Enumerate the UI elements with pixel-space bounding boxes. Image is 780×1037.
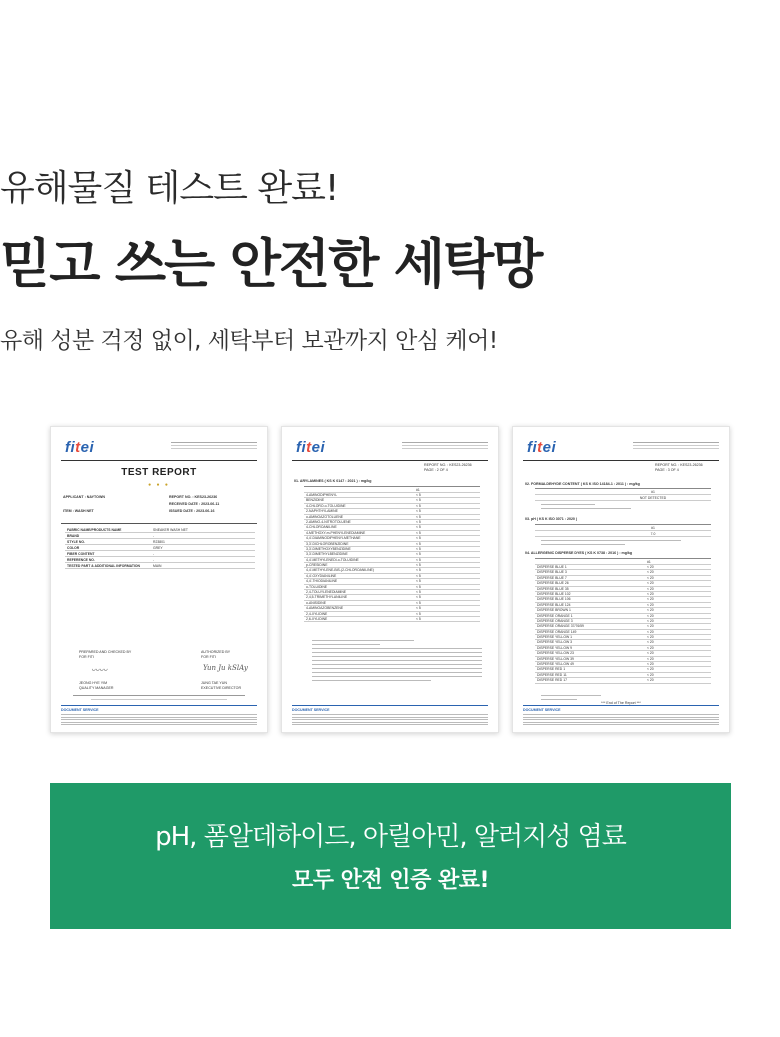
footer-notes [523, 714, 719, 726]
title-dots: ● ● ● [148, 482, 170, 488]
footer-notes [61, 714, 257, 726]
row-label: DISPERSE BLUE 106 [537, 597, 571, 602]
row-label: 3,3'-DICHLOROBENZIDINE [306, 541, 349, 546]
table-header: #1 [535, 559, 711, 565]
row-label: DISPERSE RED 17 [537, 678, 567, 683]
row-value: < 20 [647, 602, 654, 607]
row-value: < 20 [647, 586, 654, 591]
row-value: < 5 [416, 568, 421, 573]
row-value: < 20 [647, 656, 654, 661]
row-label: DISPERSE BLUE 7 [537, 575, 567, 580]
row-label: DISPERSE ORANGE 3 [537, 618, 573, 623]
row-label: 4,4'-OXYDIANILINE [306, 573, 337, 578]
row-label: DISPERSE ORANGE 37/76/59 [537, 624, 584, 629]
row-value: < 20 [647, 591, 654, 596]
row-value: < 20 [647, 608, 654, 613]
section-disperse-dyes: 04. ALLERGENIC DISPERSE DYES ( KS K 0738 : 2016 ) : mg/kg [525, 551, 633, 555]
row-label: REFERENCE NO. [67, 558, 95, 562]
row-label: DISPERSE YELLOW 49 [537, 662, 574, 667]
row-value: < 20 [647, 645, 654, 650]
row-value: < 20 [647, 629, 654, 634]
row-value: R23801 [153, 540, 165, 544]
row-value: < 5 [416, 590, 421, 595]
signature-left: 〰〰 [91, 666, 107, 675]
header-address [171, 441, 257, 449]
row-value: < 5 [416, 573, 421, 578]
item-field: ITEM : WASH NET [63, 509, 94, 513]
row-value: < 5 [416, 595, 421, 600]
row-label: 2-NAPHTHYLAMINE [306, 509, 338, 514]
table-row [304, 617, 480, 622]
row-label: DISPERSE YELLOW 3 [537, 640, 572, 645]
row-label: DISPERSE BLUE 124 [537, 602, 571, 607]
row-value: < 20 [647, 672, 654, 677]
hero-description: 유해 성분 걱정 없이, 세탁부터 보관까지 안심 케어! [0, 328, 498, 354]
row-label: 2,4-XYLIDINE [306, 611, 328, 616]
test-report-page-3 [512, 426, 730, 733]
row-label: DISPERSE BLUE 1 [537, 565, 567, 569]
row-value: - [153, 558, 155, 562]
row-label: STYLE NO. [67, 540, 85, 544]
page-no: PAGE : 3 OF 4 [655, 468, 679, 472]
row-value: < 5 [416, 606, 421, 611]
row-value: < 20 [647, 597, 654, 602]
table-row [535, 678, 711, 683]
received-date-field: RECEIVED DATE : 2023-06-11 [169, 502, 220, 506]
row-value: < 5 [416, 525, 421, 530]
header-address [633, 441, 719, 449]
fiti-logo: fitei [527, 439, 557, 456]
report-no: REPORT NO. : KES23-26236 [424, 463, 472, 467]
row-label: 4,4'-METHYLENE-BIS-(2-CHLOROANILINE) [306, 568, 374, 573]
fiti-logo: fitei [65, 439, 95, 456]
row-value: < 20 [647, 651, 654, 656]
row-label: o-ANISIDINE [306, 600, 326, 605]
row-label: o-AMINOAZOTOLUENE [306, 514, 344, 519]
row-label: TESTED PART & ADDITIONAL INFORMATION [67, 564, 140, 568]
row-label: DISPERSE YELLOW 9 [537, 645, 572, 650]
row-label: BRAND [67, 534, 80, 538]
row-value: < 20 [647, 640, 654, 645]
banner-tested-items: pH, 폼알데하이드, 아릴아민, 알러지성 염료 [155, 822, 626, 852]
row-label: DISPERSE BLUE 35 [537, 586, 569, 591]
row-value: < 20 [647, 662, 654, 667]
row-value: < 5 [416, 541, 421, 546]
row-label: 3,3'-DIMETHYLBENZIDINE [306, 552, 348, 557]
header-address [402, 441, 488, 449]
row-value: < 5 [416, 611, 421, 616]
row-value: - [153, 552, 155, 556]
disperse-dyes-table [535, 558, 711, 684]
prepared-name: JEONG HYE YIM QUALITY MANAGER [79, 681, 114, 690]
row-label: 2,4-TOLUYLENEDIAMINE [306, 590, 347, 595]
ph-table: #1 7.0 [535, 524, 711, 537]
row-value: < 20 [647, 624, 654, 629]
row-label: DISPERSE YELLOW 39 [537, 656, 574, 661]
table-row [65, 563, 255, 569]
row-label: 4-CHLORO-o-TOLUIDINE [306, 503, 346, 508]
report-no-field: REPORT NO. : KES23-26236 [169, 495, 218, 499]
row-value: < 5 [416, 552, 421, 557]
banner-certified: 모두 안전 인증 완료! [291, 868, 490, 893]
row-value: < 5 [416, 579, 421, 584]
row-label: o-TOLUIDINE [306, 584, 328, 589]
hero-subtitle: 유해물질 테스트 완료! [0, 168, 339, 209]
row-label: FABRIC NAME/PRODUCTS NAME [67, 528, 122, 532]
test-report-page-1 [50, 426, 268, 733]
fiti-logo: fitei [296, 439, 326, 456]
test-report-page-2 [281, 426, 499, 733]
row-value: < 20 [647, 570, 654, 575]
notes [312, 640, 482, 684]
row-value: < 5 [416, 584, 421, 589]
row-label: 2-AMINO-4-NITROTOLUENE [306, 519, 351, 524]
row-label: DISPERSE ORANGE 1 [537, 613, 573, 618]
document-service-label: DOCUMENT SERVICE [292, 708, 330, 712]
row-value: < 20 [647, 581, 654, 586]
row-value: < 5 [416, 514, 421, 519]
section-arylamines: 01. ARYLAMINES ( KS K 0147 : 2021 ) : mg/kg [294, 479, 372, 483]
row-label: 4-CHLOROANILINE [306, 525, 337, 530]
row-value: < 5 [416, 503, 421, 508]
row-value: < 20 [647, 575, 654, 580]
sample-info-table [65, 527, 255, 569]
row-value: < 5 [416, 563, 421, 568]
row-label: 4-AMINOAZOBENZENE [306, 606, 344, 611]
row-label: 2,6-XYLIDINE [306, 616, 328, 621]
row-label: p-CRESIDINE [306, 563, 328, 568]
row-label: DISPERSE BLUE 26 [537, 581, 569, 586]
section-formaldehyde: 02. FORMALDEHYDE CONTENT ( KS K ISO 14184-1 : 2011 ) : mg/kg [525, 482, 640, 486]
row-value: < 20 [647, 678, 654, 683]
row-value: < 20 [647, 635, 654, 640]
issued-date-field: ISSUED DATE : 2023-06-16 [169, 509, 215, 513]
formaldehyde-notes [541, 504, 631, 509]
row-value: < 5 [416, 509, 421, 514]
footer-notes [292, 714, 488, 726]
signature-right: Yun Ju kSlAy [203, 664, 248, 672]
row-value: < 5 [416, 519, 421, 524]
row-label: 4-AMINODIPHENYL [306, 493, 338, 497]
row-value: < 20 [647, 613, 654, 618]
report-no: REPORT NO. : KES23-26236 [655, 463, 703, 467]
hero-title: 믿고 쓰는 안전한 세탁망 [0, 234, 542, 295]
row-label: DISPERSE RED 1 [537, 667, 566, 672]
row-value: < 5 [416, 536, 421, 541]
section-ph: 03. pH ( KS K ISO 3071 : 2020 ) [525, 517, 578, 521]
arylamines-table [304, 486, 480, 622]
row-value: < 5 [416, 493, 421, 497]
row-label: DISPERSE RED 11 [537, 672, 567, 677]
row-label: DISPERSE BLUE 3 [537, 570, 567, 575]
row-label: DISPERSE BLUE 102 [537, 591, 571, 596]
row-label: 2,4,5-TRIMETHYLANILINE [306, 595, 348, 600]
formaldehyde-table: #1 NOT DETECTED [535, 488, 711, 501]
row-label: BENZIDINE [306, 498, 325, 503]
page-no: PAGE : 2 OF 4 [424, 468, 448, 472]
certification-banner [50, 783, 731, 929]
row-label: COLOR [67, 546, 80, 550]
row-value: - [153, 534, 155, 538]
applicant-field: APPLICANT : NAYTOWN [63, 495, 105, 499]
row-label: 4,4'-THIODIANILINE [306, 579, 338, 584]
row-label: 3,3'-DIMETHOXYBENZIDINE [306, 546, 351, 551]
end-of-report: *** End of The Report *** [601, 701, 641, 705]
row-value: < 20 [647, 618, 654, 623]
row-label: 4,4'-DIAMINODIPHENYLMETHANE [306, 536, 361, 541]
table-header: #1 [304, 487, 480, 493]
row-value: < 5 [416, 546, 421, 551]
document-service-label: DOCUMENT SERVICE [61, 708, 99, 712]
row-label: DISPERSE YELLOW 1 [537, 635, 572, 640]
row-value: GREY [153, 546, 163, 550]
report-title: TEST REPORT [121, 467, 197, 478]
row-label: FIBER CONTENT [67, 552, 95, 556]
row-value: SNEAKER WASH NET [153, 528, 188, 532]
row-value: < 5 [416, 600, 421, 605]
authorized-name: JUNG TAE YUN EXECUTIVE DIRECTOR [201, 681, 242, 690]
ph-notes [541, 540, 681, 545]
row-label: DISPERSE ORANGE 149 [537, 629, 577, 634]
document-service-label: DOCUMENT SERVICE [523, 708, 561, 712]
row-value: < 5 [416, 530, 421, 535]
row-value: MAIN [153, 564, 162, 568]
row-value: < 5 [416, 616, 421, 621]
row-value: < 20 [647, 667, 654, 672]
row-value: < 5 [416, 557, 421, 562]
prepared-by: PREPARED AND CHECKED BY FOR FITI [79, 650, 132, 659]
authorized-by: AUTHORIZED BY FOR FITI [201, 650, 231, 659]
row-value: < 20 [647, 565, 654, 569]
row-label: 4,4'-METHYLENEDI-o-TOLUIDINE [306, 557, 359, 562]
row-value: < 5 [416, 498, 421, 503]
row-label: 4-METHOXY-m-PHENYLENEDIAMINE [306, 530, 366, 535]
row-label: DISPERSE YELLOW 23 [537, 651, 574, 656]
row-label: DISPERSE BROWN 1 [537, 608, 571, 613]
